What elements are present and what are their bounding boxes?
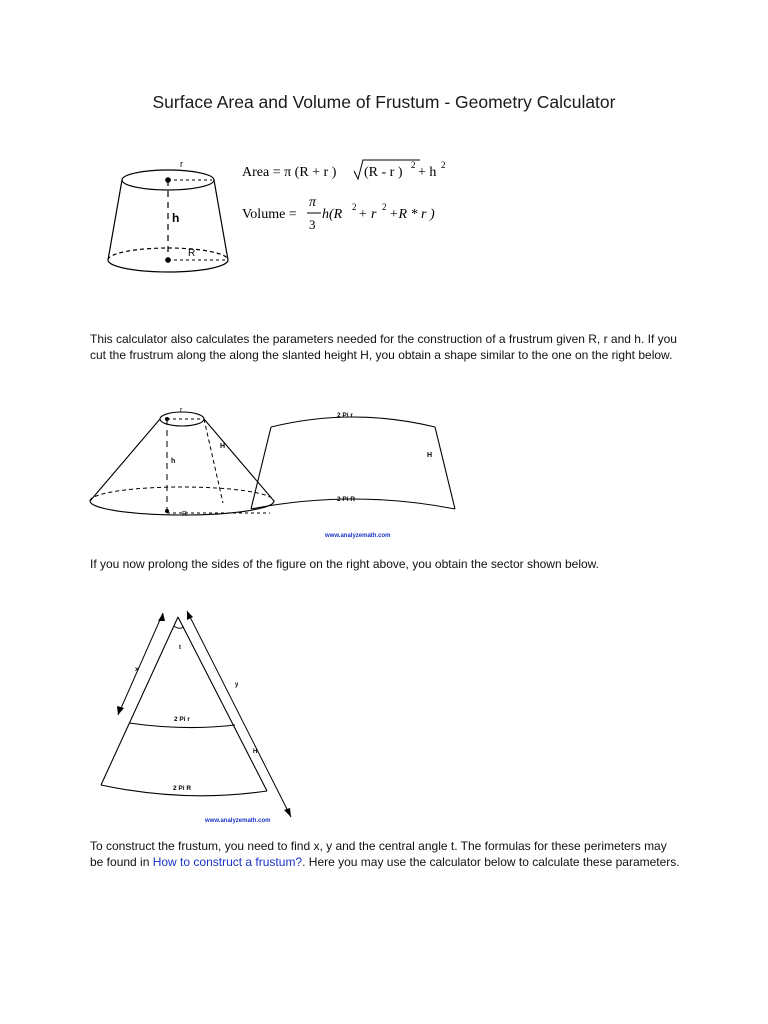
volume-pi: π (309, 195, 317, 210)
volume-rhs1: h(R (322, 207, 343, 222)
fig3-label-x: x (135, 667, 139, 673)
fig2-label-H: H (220, 443, 226, 450)
paragraph-sector: If you now prolong the sides of the figure on the right above, you obtain the sector shown below. (90, 557, 599, 571)
fig3-label-2piR: 2 Pi R (173, 785, 192, 792)
frustum-bottom-center (165, 257, 171, 263)
fig2-label-H2: H (427, 452, 433, 459)
page-title: Surface Area and Volume of Frustum - Geometry Calculator (152, 92, 616, 112)
construct-frustum-link[interactable]: How to construct a frustum? (152, 855, 303, 869)
volume-exp1: 2 (352, 202, 357, 212)
fig3-label-2pir: 2 Pi r (174, 716, 190, 723)
paragraph-construction: This calculator also calculates the parameters needed for the construction of a frustrum given R, r and h. If you cut the frustrum along the along the slanted height H, you obtain a shape similar to the one on the right below. (90, 332, 677, 362)
label-h: h (172, 211, 180, 225)
fig3-label-y: y (235, 682, 239, 688)
area-exp2: 2 (441, 160, 446, 170)
volume-denominator: 3 (309, 217, 316, 232)
frustum-formula-figure (100, 150, 480, 280)
fig2-label-r: r (180, 407, 183, 414)
volume-rhs2: + r (358, 207, 377, 222)
area-exp: 2 (411, 160, 416, 170)
label-r: r (180, 159, 183, 169)
paragraph-formulas (90, 838, 680, 870)
sector-figure (95, 607, 295, 827)
volume-rhs3: +R * r ) (389, 207, 435, 222)
fig2-label-h: h (171, 458, 176, 465)
paragraph-formulas-tail: . Here you may use the calculator below to calculate these parameters. (302, 855, 680, 869)
area-formula-plus: + h (418, 165, 437, 180)
fig3-label-t: t (179, 645, 181, 651)
frustum-right-side (214, 180, 228, 260)
fig2-label-R: R (182, 511, 188, 518)
volume-exp2: 2 (382, 202, 387, 212)
frustum-top-center (165, 177, 171, 183)
frustum-unrolled-figure (85, 405, 465, 545)
fig2-label-2piR: 2 Pi R (337, 496, 356, 503)
paragraph-formulas-text: To construct the frustum, you need to find x, y and the central angle t. The formulas for these perimeters may be found in (90, 839, 667, 869)
fig3-label-H: H (253, 749, 258, 755)
area-formula-radicand: (R - r ) (364, 165, 403, 180)
fig2-watermark: www.analyzemath.com (325, 533, 391, 539)
frustum-left-side (108, 180, 122, 260)
area-formula-lhs: Area = π (R + r ) (242, 165, 337, 180)
volume-formula-lhs: Volume = (242, 207, 297, 222)
fig3-watermark: www.analyzemath.com (205, 818, 271, 824)
label-R: R (188, 248, 196, 259)
fig2-label-2pir: 2 Pi r (337, 412, 353, 419)
